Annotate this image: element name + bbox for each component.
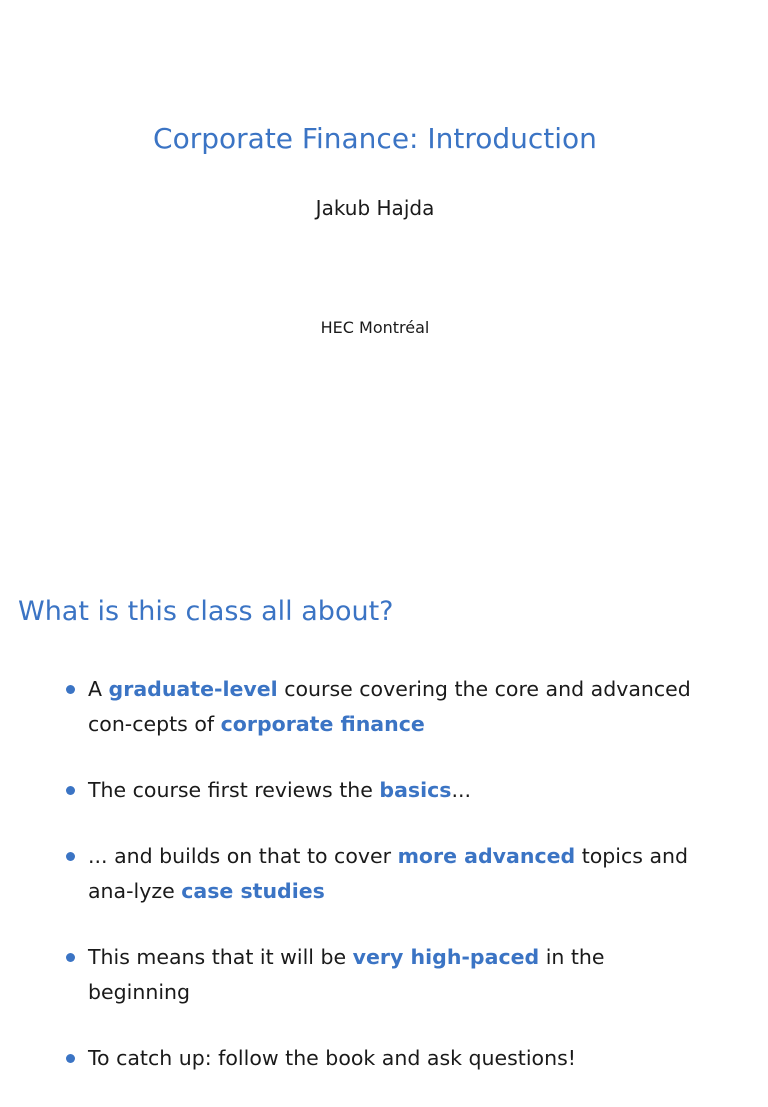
bullet-text: To catch up: follow the book and ask questions! [88, 1046, 576, 1070]
institute-name: HEC Montréal [320, 318, 430, 337]
bullet-item [0, 839, 710, 909]
bullet-text: A [88, 677, 109, 701]
bullet-highlight: very high-paced [352, 945, 540, 969]
bullet-list [0, 672, 768, 1107]
bullet-item [0, 940, 710, 1010]
content-slide [0, 576, 768, 1070]
author-name: Jakub Hajda [315, 196, 435, 220]
bullet-item [0, 1041, 710, 1076]
bullet-icon [66, 953, 75, 962]
bullet-icon [66, 1054, 75, 1063]
bullet-highlight: corporate finance [220, 712, 425, 736]
bullet-text: ... [451, 778, 472, 802]
bullet-icon [66, 852, 75, 861]
bullet-item [0, 773, 710, 808]
bullet-text: in the beginning [88, 945, 605, 1004]
bullet-text: topics and ana-lyze [88, 844, 689, 903]
bullet-text: This means that it will be [88, 945, 353, 969]
bullet-highlight: graduate-level [108, 677, 278, 701]
bullet-highlight: basics [379, 778, 452, 802]
bullet-icon [66, 685, 75, 694]
bullet-text: course covering the core and advanced con-cepts of [88, 677, 691, 736]
bullet-text: The course first reviews the [88, 778, 380, 802]
bullet-highlight: more advanced [397, 844, 576, 868]
bullet-highlight: case studies [181, 879, 325, 903]
bullet-item [0, 672, 710, 742]
deck-title: Corporate Finance: Introduction [153, 122, 597, 155]
bullet-icon [66, 786, 75, 795]
bullet-text: ... and builds on that to cover [88, 844, 398, 868]
frame-title: What is this class all about? [18, 596, 394, 627]
